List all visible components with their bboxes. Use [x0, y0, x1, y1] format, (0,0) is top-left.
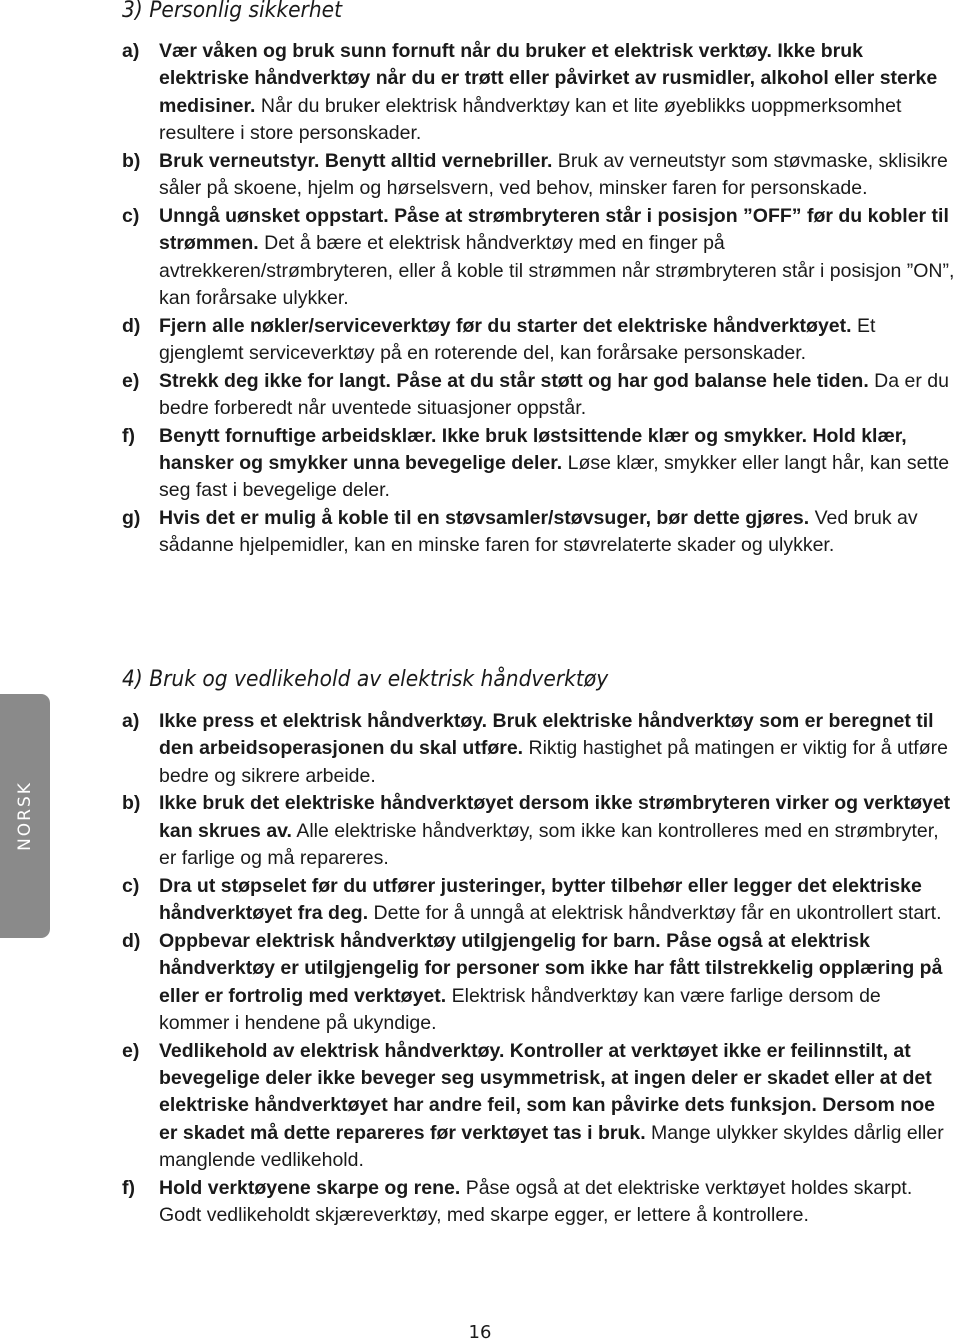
item-body: [159, 313, 956, 368]
item-text: Påse også at det elektriske verktøyet holdes skarpt. Godt vedlikeholdt skjæreverktøy, med skarpe egger, er lettere å kontrollere.: [159, 1176, 913, 1227]
item-bold-text: Ikke press et elektrisk håndverktøy. Bruk elektriske håndverktøy som er beregnet til den arbeidsoperasjonen du skal utføre.: [159, 710, 934, 760]
item-text: Bruk av verneutstyr som støvmaske, sklisikre såler på skoene, hjelm og hørselsvern, ved behov, minsker faren for personskade.: [159, 149, 948, 200]
item-letter: d): [122, 929, 141, 952]
item-text: Elektrisk håndverktøy kan være farlige dersom de kommer i hendene på ukyndige.: [159, 984, 881, 1035]
list-item: [122, 1175, 956, 1230]
item-text: Ved bruk av sådanne hjelpemidler, kan en minske faren for støvrelaterte skader og ulykker.: [159, 507, 918, 557]
item-bold-text: Vedlikehold av elektrisk håndverktøy. Kontroller at verktøyet ikke er feilinnstilt, at bevegelige deler ikke beveger seg usymmetrisk, at ingen deler er skadet eller at det elektriske håndverktøyet har andre feil, som kan påvirke dets funksjon. Dersom noe er skadet må dette repareres før verktøyet tas i bruk.: [159, 1039, 935, 1144]
list-item: [122, 873, 956, 928]
list-item: [122, 368, 956, 423]
list-item: [122, 790, 956, 872]
list-item: [122, 505, 956, 560]
item-letter: e): [122, 369, 140, 392]
language-tab: [0, 694, 50, 938]
list-item: [122, 38, 956, 148]
item-letter: f): [122, 424, 135, 447]
list-item: [122, 423, 956, 505]
item-letter: c): [122, 874, 140, 897]
item-bold-text: Hold verktøyene skarpe og rene.: [159, 1176, 461, 1199]
item-bold-text: Oppbevar elektrisk håndverktøy utilgjengelig for barn. Påse også at elektrisk håndverktøy er utilgjengelig for personer som ikke har fått tilstrekkelig opplæring på eller er fortrolig med verktøyet.: [159, 929, 943, 1007]
list-item: [122, 708, 956, 790]
personal-safety-list: [122, 38, 956, 560]
item-text: Da er du bedre forberedt når uventede situasjoner oppstår.: [159, 369, 949, 420]
item-body: [159, 928, 956, 1038]
item-text: Riktig hastighet på matingen er viktig for å utføre bedre og sikrere arbeide.: [159, 737, 948, 787]
item-bold-text: Dra ut støpselet før du utfører justeringer, bytter tilbehør eller legger det elektriske håndverktøyet fra deg.: [159, 874, 922, 925]
item-text: Et gjenglemt serviceverktøy på en roterende del, kan forårsake personskader.: [159, 314, 876, 365]
item-text: Alle elektriske håndverktøy, som ikke kan kontrolleres med en strømbryter, er farlige og må repareres.: [159, 819, 939, 870]
item-text: Det å bære et elektrisk håndverktøy med en finger på avtrekkeren/strømbryteren, eller å koble til strømmen når strømbryteren står i posisjon ”ON”, kan forårsake ulykker.: [159, 232, 955, 310]
item-body: [159, 505, 956, 560]
item-letter: f): [122, 1176, 135, 1199]
section-heading-tool-use-maintenance: 4) Bruk og vedlikehold av elektrisk håndverktøy: [122, 667, 609, 692]
item-body: [159, 1175, 956, 1230]
item-body: [159, 148, 956, 203]
item-text: Mange ulykker skyldes dårlig eller manglende vedlikehold.: [159, 1121, 944, 1172]
item-letter: g): [122, 507, 141, 530]
list-item: [122, 928, 956, 1038]
item-text: Dette for å unngå at elektrisk håndverktøy får en ukontrollert start.: [368, 902, 942, 925]
item-letter: c): [122, 204, 140, 227]
item-bold-text: Ikke bruk det elektriske håndverktøyet dersom ikke strømbryteren virker og verktøyet kan skrues av.: [159, 792, 951, 842]
page-number: 16: [468, 1322, 492, 1343]
item-letter: b): [122, 149, 141, 172]
list-item: [122, 203, 956, 313]
language-tab-label: NORSK: [15, 781, 35, 851]
item-bold-text: Vær våken og bruk sunn fornuft når du bruker et elektrisk verktøy. Ikke bruk elektriske håndverktøy når du er trøtt eller påvirket av rusmidler, alkohol eller sterke medisiner.: [159, 40, 938, 117]
item-text: Når du bruker elektrisk håndverktøy kan et lite øyeblikks uoppmerksomhet resultere i store personskader.: [159, 94, 902, 145]
item-letter: a): [122, 40, 140, 62]
item-letter: d): [122, 314, 141, 337]
list-item: [122, 148, 956, 203]
item-body: [159, 423, 956, 505]
item-bold-text: Benytt fornuftige arbeidsklær. Ikke bruk løstsittende klær og smykker. Hold klær, hansker og smykker unna bevegelige deler.: [159, 424, 907, 475]
item-bold-text: Hvis det er mulig å koble til en støvsamler/støvsuger, bør dette gjøres.: [159, 507, 810, 530]
item-letter: b): [122, 792, 141, 815]
item-bold-text: Unngå uønsket oppstart. Påse at strømbryteren står i posisjon ”OFF” før du kobler til strømmen.: [159, 204, 949, 255]
item-body: [159, 38, 956, 148]
item-bold-text: Fjern alle nøkler/serviceverktøy før du starter det elektriske håndverktøyet.: [159, 314, 852, 337]
item-body: [159, 790, 956, 872]
item-bold-text: Strekk deg ikke for langt. Påse at du står støtt og har god balanse hele tiden.: [159, 369, 869, 392]
item-body: [159, 1038, 956, 1175]
list-item: [122, 1038, 956, 1175]
item-body: [159, 203, 956, 313]
item-letter: e): [122, 1039, 140, 1062]
item-body: [159, 368, 956, 423]
item-body: [159, 708, 956, 790]
item-body: [159, 873, 956, 928]
section-heading-personal-safety: 3) Personlig sikkerhet: [122, 0, 343, 23]
item-text: Løse klær, smykker eller langt hår, kan sette seg fast i bevegelige deler.: [159, 452, 950, 502]
list-item: [122, 313, 956, 368]
item-bold-text: Bruk verneutstyr. Benytt alltid vernebriller.: [159, 149, 553, 172]
item-letter: a): [122, 710, 140, 732]
tool-use-maintenance-list: [122, 708, 956, 1230]
